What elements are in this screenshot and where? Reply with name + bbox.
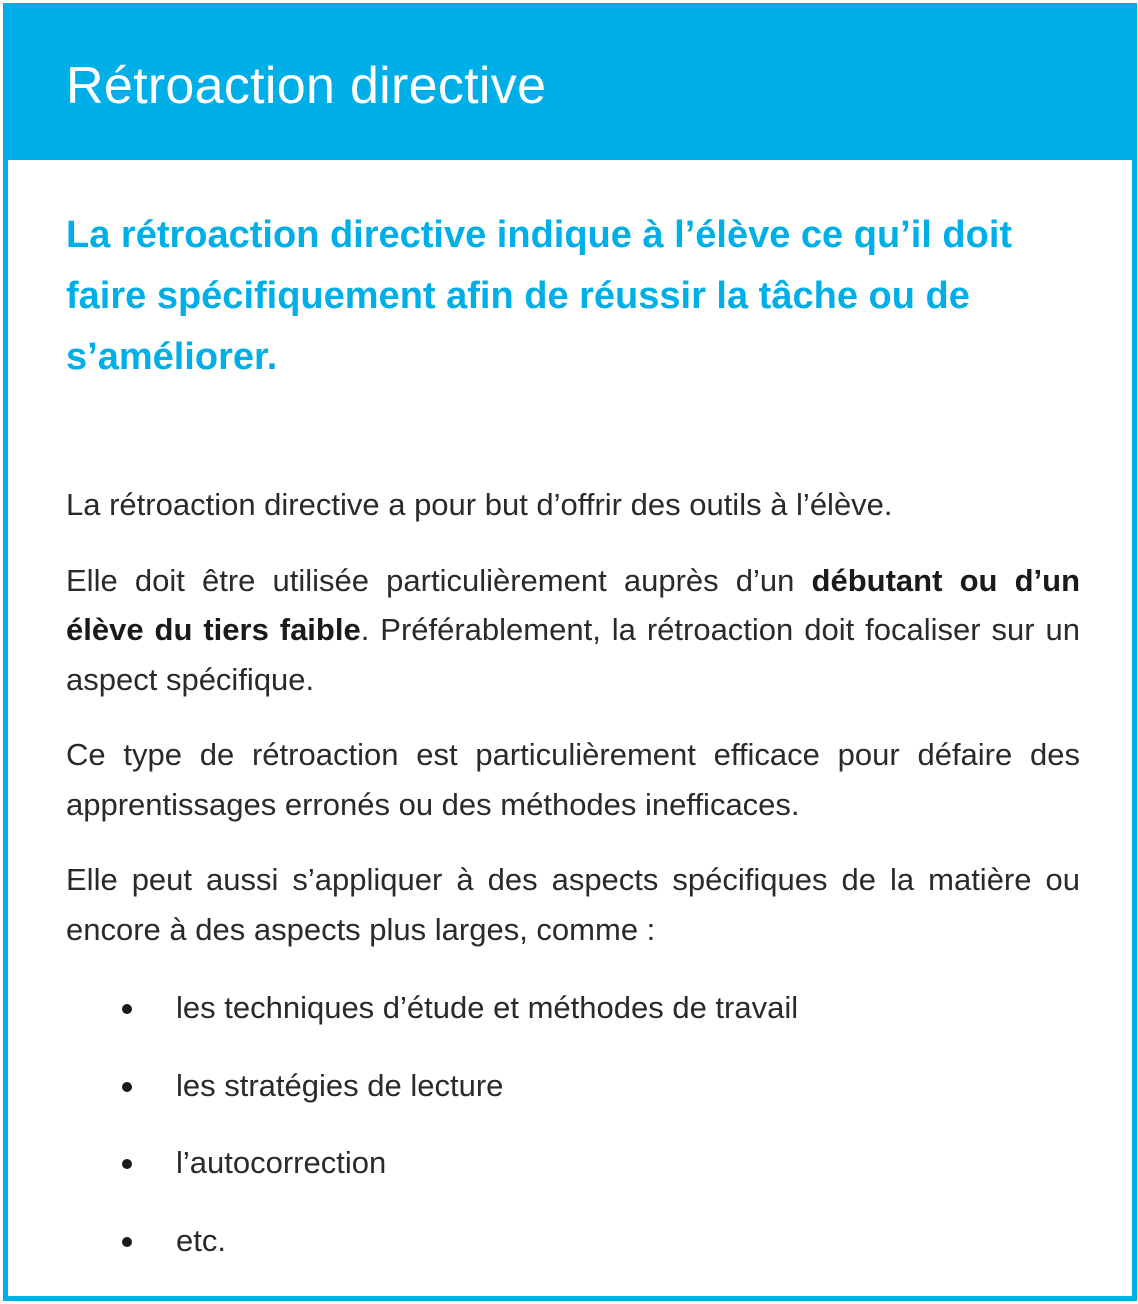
bullet-icon — [122, 1082, 132, 1092]
card-title: Rétroaction directive — [66, 57, 547, 115]
paragraph-purpose: La rétroaction directive a pour but d’offrir des outils à l’élève. — [66, 487, 893, 522]
list-item-text: etc. — [176, 1222, 226, 1258]
paragraph-usage-emphasis: débutant ou d’un élève du tiers faible — [66, 562, 1080, 647]
list-item — [66, 1138, 1080, 1188]
bullet-icon — [122, 1004, 132, 1014]
intro-statement: La rétroaction directive indique à l’élève ce qu’il doit faire spécifiquement afin de réussir la tâche ou de s’améliorer. — [66, 214, 1013, 378]
list-item-text: les stratégies de lecture — [176, 1067, 504, 1103]
card-body — [8, 160, 1132, 1265]
paragraph-usage-text-start: Elle doit être utilisée particulièrement auprès d’un — [66, 562, 812, 598]
paragraph-usage — [66, 556, 1080, 705]
list-item — [66, 1061, 1080, 1111]
list-item-text: les techniques d’étude et méthodes de travail — [176, 990, 799, 1025]
aspects-list — [66, 983, 1080, 1265]
paragraph-scope: Elle peut aussi s’appliquer à des aspects spécifiques de la matière ou encore à des aspects plus larges, comme : — [66, 862, 1080, 947]
bullet-icon — [122, 1159, 132, 1169]
paragraph-efficacy: Ce type de rétroaction est particulièrement efficace pour défaire des apprentissages erronés ou des méthodes inefficaces. — [66, 737, 1080, 822]
list-item — [66, 983, 1080, 1033]
list-item — [66, 1216, 1080, 1266]
paragraph-usage-text-end: . Préférablement, la rétroaction doit focaliser sur un aspect spécifique. — [66, 612, 1081, 697]
info-card — [3, 3, 1137, 1301]
card-header — [8, 8, 1132, 160]
list-item-text: l’autocorrection — [176, 1145, 387, 1180]
bullet-icon — [122, 1237, 132, 1247]
